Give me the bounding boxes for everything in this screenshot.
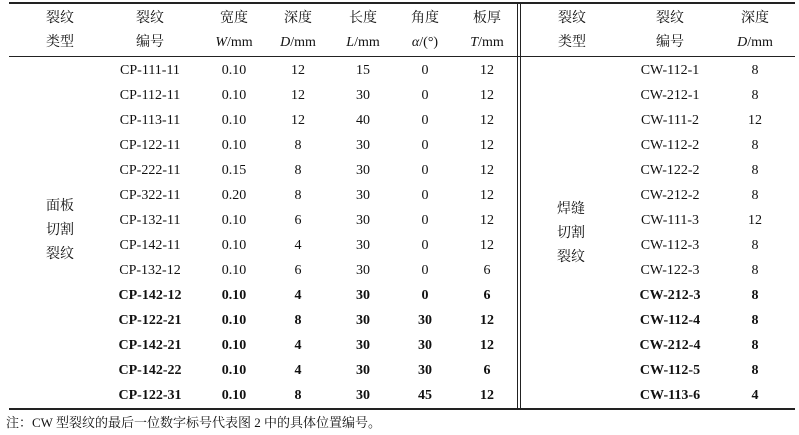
table-cell-cw: CW-122-3 (640, 263, 700, 278)
table-cell-l: 30 (356, 313, 370, 328)
table-cell-cp: CP-122-21 (118, 313, 182, 328)
table-cell-d: 8 (294, 188, 302, 203)
table-cell-t: 12 (480, 88, 494, 103)
table-cell-w: 0.10 (221, 213, 247, 228)
table-cell-d: 4 (294, 238, 302, 253)
left-header-line2-6 (447, 30, 527, 55)
table-cell-d: 6 (294, 263, 302, 278)
table-cell-a: 0 (421, 113, 429, 128)
header-symbol: T (470, 35, 479, 50)
header-unit: /mm (227, 35, 253, 50)
left-header-line2-0: 类型 (46, 35, 74, 50)
table-cell-a: 30 (418, 313, 432, 328)
header-unit: /mm (290, 35, 316, 50)
table-cell-d: 12 (291, 63, 305, 78)
table-cell-a: 0 (421, 88, 429, 103)
table-cell-cd: 8 (751, 188, 759, 203)
table-cell-l: 30 (356, 338, 370, 353)
table-cell-cp: CP-132-11 (119, 213, 181, 228)
table-cell-cw: CW-112-4 (639, 313, 701, 328)
header-unit: /mm (747, 35, 773, 50)
table-cell-cd: 8 (751, 63, 759, 78)
table-cell-cp: CP-322-11 (119, 188, 181, 203)
table-cell-cw: CW-212-3 (639, 288, 701, 303)
table-cell-a: 30 (418, 338, 432, 353)
table-cell-cw: CW-111-3 (640, 213, 700, 228)
table-cell-a: 0 (421, 288, 429, 303)
table-cell-cd: 8 (751, 88, 759, 103)
table-cell-a: 0 (421, 163, 429, 178)
table-cell-w: 0.10 (221, 338, 247, 353)
table-cell-t: 12 (480, 63, 494, 78)
table-cell-cw: CW-112-1 (640, 63, 700, 78)
table-cell-w: 0.10 (221, 263, 247, 278)
table-cell-w: 0.10 (221, 313, 247, 328)
right-header-line2-0: 类型 (558, 35, 586, 50)
table-cell-t: 12 (480, 238, 494, 253)
table-cell-l: 15 (356, 63, 370, 78)
table-cell-l: 30 (356, 388, 370, 403)
table-cell-t: 12 (480, 163, 494, 178)
table-cell-l: 40 (356, 113, 370, 128)
table-cell-l: 30 (356, 238, 370, 253)
table-cell-cp: CP-142-22 (118, 363, 182, 378)
header-unit: /mm (478, 35, 504, 50)
table-cell-l: 30 (356, 363, 370, 378)
table-cell-d: 12 (291, 88, 305, 103)
right-header-line1-2: 深度 (741, 11, 769, 26)
table-top-rule (9, 2, 795, 4)
table-cell-d: 4 (294, 288, 302, 303)
right-header-line2-1: 编号 (656, 35, 684, 50)
right-header-line1-0: 裂纹 (558, 11, 586, 26)
table-cell-cd: 8 (751, 238, 759, 253)
left-header-line2-1: 编号 (136, 35, 164, 50)
table-cell-cw: CW-113-6 (639, 388, 701, 403)
table-cell-l: 30 (356, 88, 370, 103)
table-cell-cp: CP-122-11 (119, 138, 181, 153)
table-cell-l: 30 (356, 213, 370, 228)
table-cell-a: 0 (421, 238, 429, 253)
table-cell-cp: CP-112-11 (119, 88, 181, 103)
table-cell-cw: CW-111-2 (640, 113, 700, 128)
group-label-line: 切割 (557, 226, 585, 241)
table-cell-d: 8 (294, 388, 302, 403)
table-cell-d: 6 (294, 213, 302, 228)
table-cell-w: 0.10 (221, 88, 247, 103)
table-cell-w: 0.20 (221, 188, 247, 203)
table-cell-t: 12 (480, 388, 494, 403)
table-cell-cw: CW-112-2 (640, 138, 700, 153)
table-cell-cd: 8 (751, 313, 759, 328)
table-cell-a: 30 (418, 363, 432, 378)
table-cell-cd: 8 (751, 363, 759, 378)
table-cell-cd: 8 (751, 288, 759, 303)
table-cell-cp: CP-132-12 (119, 263, 181, 278)
table-cell-l: 30 (356, 288, 370, 303)
group-label-panel-cutting (30, 195, 90, 267)
table-cell-t: 6 (483, 363, 491, 378)
table-cell-w: 0.10 (221, 113, 247, 128)
table-cell-t: 12 (480, 338, 494, 353)
table-cell-cd: 8 (751, 263, 759, 278)
table-cell-d: 8 (294, 138, 302, 153)
table-bottom-rule (9, 408, 795, 410)
table-cell-w: 0.10 (221, 288, 247, 303)
left-header-line1-0: 裂纹 (46, 11, 74, 26)
header-symbol: L (346, 35, 355, 50)
table-cell-w: 0.10 (221, 388, 247, 403)
table-cell-cp: CP-113-11 (119, 113, 181, 128)
table-cell-cw: CW-112-5 (639, 363, 701, 378)
table-cell-l: 30 (356, 263, 370, 278)
table-cell-w: 0.15 (221, 163, 247, 178)
table-cell-w: 0.10 (221, 238, 247, 253)
table-cell-t: 12 (480, 113, 494, 128)
table-cell-cw: CW-212-4 (639, 338, 701, 353)
table-cell-a: 0 (421, 263, 429, 278)
table-header-rule (9, 56, 795, 57)
right-header-line2-2 (715, 30, 795, 55)
table-cell-cp: CP-142-11 (119, 238, 181, 253)
right-header-line1-1: 裂纹 (656, 11, 684, 26)
table-cell-cp: CP-111-11 (120, 63, 180, 78)
table-cell-l: 30 (356, 138, 370, 153)
table-cell-cd: 12 (748, 213, 762, 228)
table-cell-w: 0.10 (221, 138, 247, 153)
table-cell-cw: CW-212-1 (640, 88, 700, 103)
table-cell-d: 8 (294, 163, 302, 178)
table-cell-d: 4 (294, 363, 302, 378)
group-label-line: 切割 (46, 223, 74, 238)
table-cell-w: 0.10 (221, 63, 247, 78)
table-cell-cp: CP-142-12 (118, 288, 182, 303)
table-cell-a: 0 (421, 213, 429, 228)
table-cell-a: 0 (421, 63, 429, 78)
table-cell-a: 0 (421, 138, 429, 153)
table-cell-l: 30 (356, 163, 370, 178)
table-cell-cd: 12 (748, 113, 762, 128)
table-cell-cd: 8 (751, 338, 759, 353)
header-symbol: D (280, 35, 291, 50)
table-cell-d: 8 (294, 313, 302, 328)
header-unit: /(°) (419, 35, 439, 50)
left-header-line1-6: 板厚 (473, 11, 501, 26)
group-label-line: 焊缝 (557, 202, 585, 217)
table-cell-a: 0 (421, 188, 429, 203)
group-label-line: 裂纹 (557, 250, 585, 265)
group-label-weld-cutting (541, 198, 601, 270)
table-cell-t: 12 (480, 188, 494, 203)
left-header-line1-4: 长度 (349, 11, 377, 26)
table-cell-t: 6 (483, 263, 491, 278)
table-cell-cw: CW-112-3 (640, 238, 700, 253)
table-cell-cp: CP-142-21 (118, 338, 182, 353)
header-symbol: α (411, 35, 420, 50)
table-footnote: 注：CW 型裂纹的最后一位数字标号代表图 2 中的具体位置编号。 (6, 415, 381, 430)
table-cell-cd: 8 (751, 163, 759, 178)
table-cell-cp: CP-122-31 (118, 388, 182, 403)
table-cell-d: 12 (291, 113, 305, 128)
table-cell-d: 4 (294, 338, 302, 353)
group-label-line: 面板 (46, 199, 74, 214)
header-symbol: W (215, 35, 227, 50)
table-cell-cp: CP-222-11 (119, 163, 181, 178)
header-unit: /mm (354, 35, 380, 50)
table-cell-cw: CW-212-2 (640, 188, 700, 203)
left-header-line1-5: 角度 (411, 11, 439, 26)
table-cell-a: 45 (418, 388, 432, 403)
group-label-line: 裂纹 (46, 247, 74, 262)
table-cell-t: 12 (480, 138, 494, 153)
table-cell-l: 30 (356, 188, 370, 203)
table-cell-cd: 4 (751, 388, 759, 403)
table-cell-cw: CW-122-2 (640, 163, 700, 178)
left-header-line1-3: 深度 (284, 11, 312, 26)
table-cell-w: 0.10 (221, 363, 247, 378)
table-cell-t: 6 (483, 288, 491, 303)
table-cell-t: 12 (480, 213, 494, 228)
left-header-line1-1: 裂纹 (136, 11, 164, 26)
table-cell-t: 12 (480, 313, 494, 328)
header-symbol: D (737, 35, 748, 50)
left-header-line1-2: 宽度 (220, 11, 248, 26)
table-cell-cd: 8 (751, 138, 759, 153)
